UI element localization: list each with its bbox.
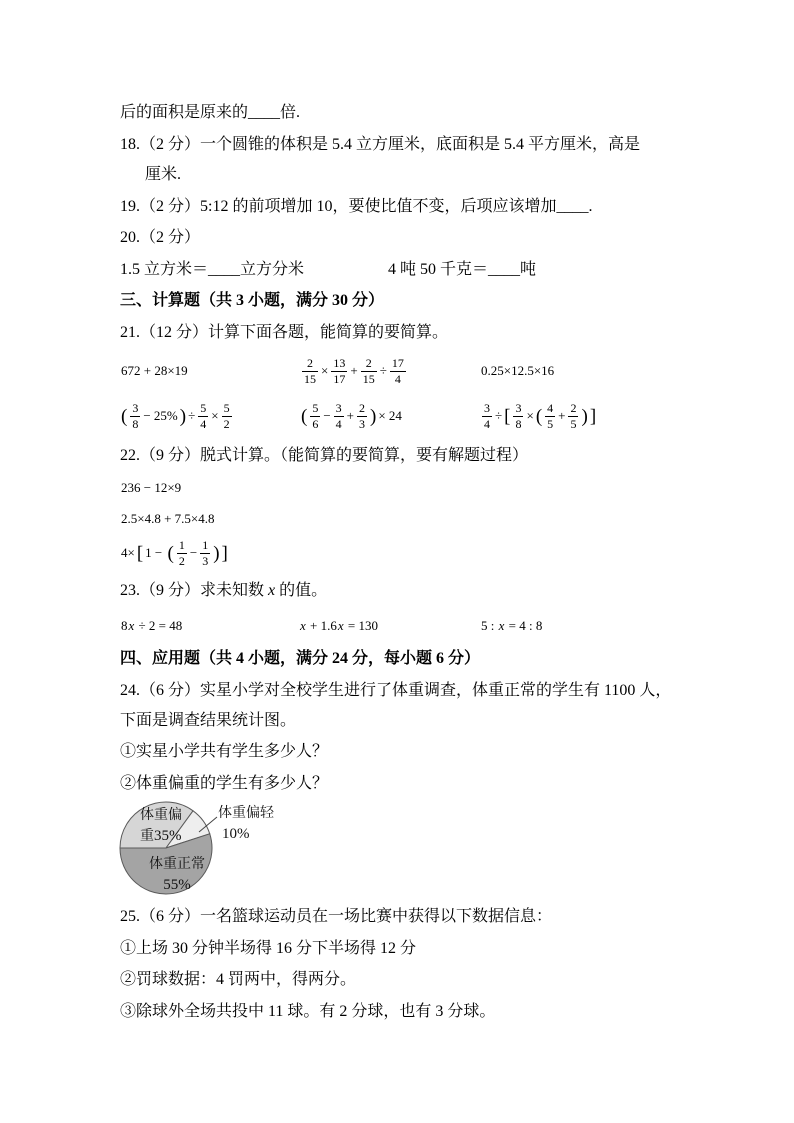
formula-term: − [323,408,331,423]
fraction-denominator: 8 [132,416,139,431]
formula-term: × [211,408,219,423]
fraction-numerator: 13 [333,355,346,370]
q24-sub-question: ①实星小学共有学生多少人？ [120,743,329,760]
fraction-denominator: 2 [223,416,230,431]
pie-label-normal [146,855,208,895]
fraction-denominator: 6 [312,416,319,431]
pie-label-percent: 35% [154,828,182,844]
q25-info-item: ①上场 30 分钟半场得 16 分下半场得 12 分 [120,940,417,957]
formula-term: ( [535,405,543,427]
q20-title: 20.（2 分） [120,229,201,246]
fraction [545,402,555,431]
fraction-denominator: 5 [570,416,577,431]
fraction-numerator: 2 [361,357,377,372]
fraction-denominator: 4 [335,416,342,431]
fraction-numerator: 4 [547,400,554,415]
formula-term: ) [581,405,588,427]
formula-term: [ [136,542,144,564]
formula-term: ( [121,405,128,427]
formula-term: = 4 : 8 [505,618,543,633]
formula-term: 5 : [481,618,498,633]
fraction [198,402,208,431]
formula-term: ) [179,405,187,427]
q21-title: 21.（12 分）计算下面各题，能简算的要简算。 [120,324,449,341]
q25-info-item: ②罚球数据：4 罚两中，得两分。 [120,971,357,988]
q20-volume-conversion: 1.5 立方米＝____立方分米 [120,261,305,278]
fraction [331,357,347,386]
formula-term: [ [504,405,511,427]
q25-text: 25.（6 分）一名篮球运动员在一场比赛中获得以下数据信息： [120,908,553,925]
formula-term: + [558,408,566,423]
fraction-numerator: 2 [302,357,318,372]
formula-term: ÷ 2 = 48 [135,618,183,633]
fraction [310,402,320,431]
formula-term: 8 [121,618,128,633]
fraction-numerator: 3 [335,400,342,415]
fraction [482,402,492,431]
fraction-numerator: 5 [223,400,230,415]
fraction-numerator: 2 [570,400,577,415]
fraction [390,357,406,386]
q23-title-text: 的值。 [275,582,328,599]
formula-variable: x [128,618,135,633]
section-4-heading: 四、应用题（共 4 小题，满分 24 分，每小题 6 分） [120,650,481,667]
fraction-numerator: 17 [391,355,404,370]
q21-formula [120,399,234,433]
fraction-numerator: 3 [132,400,139,415]
formula-term: − [189,545,198,560]
formula-variable: x [300,618,306,633]
q19-text: 19.（2 分）5:12 的前项增加 10，要使比值不变，后项应该增加____. [120,198,593,215]
q23-variable: x [268,582,276,599]
fraction-denominator: 8 [515,416,522,431]
formula-term: × [526,408,534,423]
q17-continuation: 后的面积是原来的____倍. [120,104,301,121]
q20-weight-conversion: 4 吨 50 千克＝____吨 [388,261,537,278]
formula-term: ) [370,405,377,427]
formula-variable: x [498,618,505,633]
q21-formula [120,354,189,388]
formula-term: + 1.6 [306,618,337,633]
q22-formula [120,536,229,570]
fraction [361,357,377,386]
q22-title: 22.（9 分）脱式计算。（能简算的要简算，要有解题过程） [120,447,529,464]
pie-label-name: 体重偏轻 [218,806,274,821]
formula-term: × 24 [378,408,402,423]
fraction-denominator: 17 [333,371,346,386]
formula-term: ) [213,542,220,564]
formula-term: 0.25×12.5×16 [481,363,555,378]
q23-title-text: 23.（9 分）求未知数 [120,582,269,599]
formula-term: − 25% [143,408,178,423]
q23-title [120,580,327,602]
fraction [200,539,210,568]
q18-text: 18.（2 分）一个圆锥的体积是 5.4 立方厘米，底面积是 5.4 平方厘米，高是 [120,136,641,153]
q24-sub-question: ②体重偏重的学生有多少人？ [120,775,329,792]
q22-formula [120,477,182,499]
formula-term: = 130 [344,618,378,633]
q23-equation [300,615,379,637]
formula-term: ÷ [379,363,387,378]
pie-label-name: 体重偏重 [140,808,182,844]
formula-term: ] [221,542,228,564]
q23-equation [480,615,543,637]
formula-term: 4× [121,545,135,560]
fraction-denominator: 5 [547,416,554,431]
fraction-denominator: 3 [202,553,209,568]
formula-term: 672 + 28×19 [121,363,188,378]
formula-term: ( [301,405,308,427]
fraction-numerator: 2 [359,400,366,415]
fraction [177,539,187,568]
fraction-denominator: 15 [304,371,316,386]
q24-continuation: 下面是调查结果统计图。 [120,712,297,729]
formula-term: + [350,363,358,378]
fraction-denominator: 4 [394,371,401,386]
q23-equation [120,615,183,637]
fraction [302,357,318,386]
q21-formula [480,354,555,388]
formula-term: × [321,363,329,378]
pie-label-percent: 10% [222,826,250,842]
fraction-numerator: 5 [312,400,319,415]
section-3-heading: 三、计算题（共 3 小题，满分 30 分） [120,292,385,309]
formula-variable: x [337,618,344,633]
fraction [357,402,367,431]
pie-label-light [218,803,274,845]
fraction [513,402,523,431]
formula-term: 2.5×4.8 + 7.5×4.8 [121,511,215,526]
q22-formula [120,508,216,530]
q21-formula [300,399,403,433]
q18-continuation: 厘米. [145,166,182,183]
fraction-numerator: 5 [200,400,207,415]
pie-label-percent: 55% [163,877,191,893]
formula-term: 236 − 12×9 [121,480,182,495]
formula-term: ] [589,405,597,427]
q21-formula [480,399,597,433]
pie-label-heavy [140,805,186,847]
fraction [222,402,232,431]
q25-info-item: ③除球外全场共投中 11 球。有 2 分球，也有 3 分球。 [120,1003,496,1020]
q24-text: 24.（6 分）实星小学对全校学生进行了体重调查，体重正常的学生有 1100 人， [120,682,672,699]
fraction-numerator: 1 [202,537,209,552]
pie-label-name: 体重正常 [149,857,205,872]
fraction-denominator: 3 [359,416,366,431]
formula-term: ÷ [188,408,196,423]
fraction-numerator: 3 [515,400,522,415]
fraction-numerator: 3 [484,400,490,415]
formula-term: ÷ [495,408,503,423]
fraction-denominator: 2 [178,553,185,568]
fraction [568,402,578,431]
fraction [130,402,140,431]
fraction-denominator: 4 [200,416,207,431]
formula-term: 1 − [145,545,166,560]
formula-term: ( [167,542,174,564]
fraction-denominator: 4 [484,416,490,431]
fraction-denominator: 15 [362,371,375,386]
q21-formula [300,354,408,388]
fraction-numerator: 1 [178,537,185,552]
formula-term: + [346,408,355,423]
fraction [334,402,344,431]
